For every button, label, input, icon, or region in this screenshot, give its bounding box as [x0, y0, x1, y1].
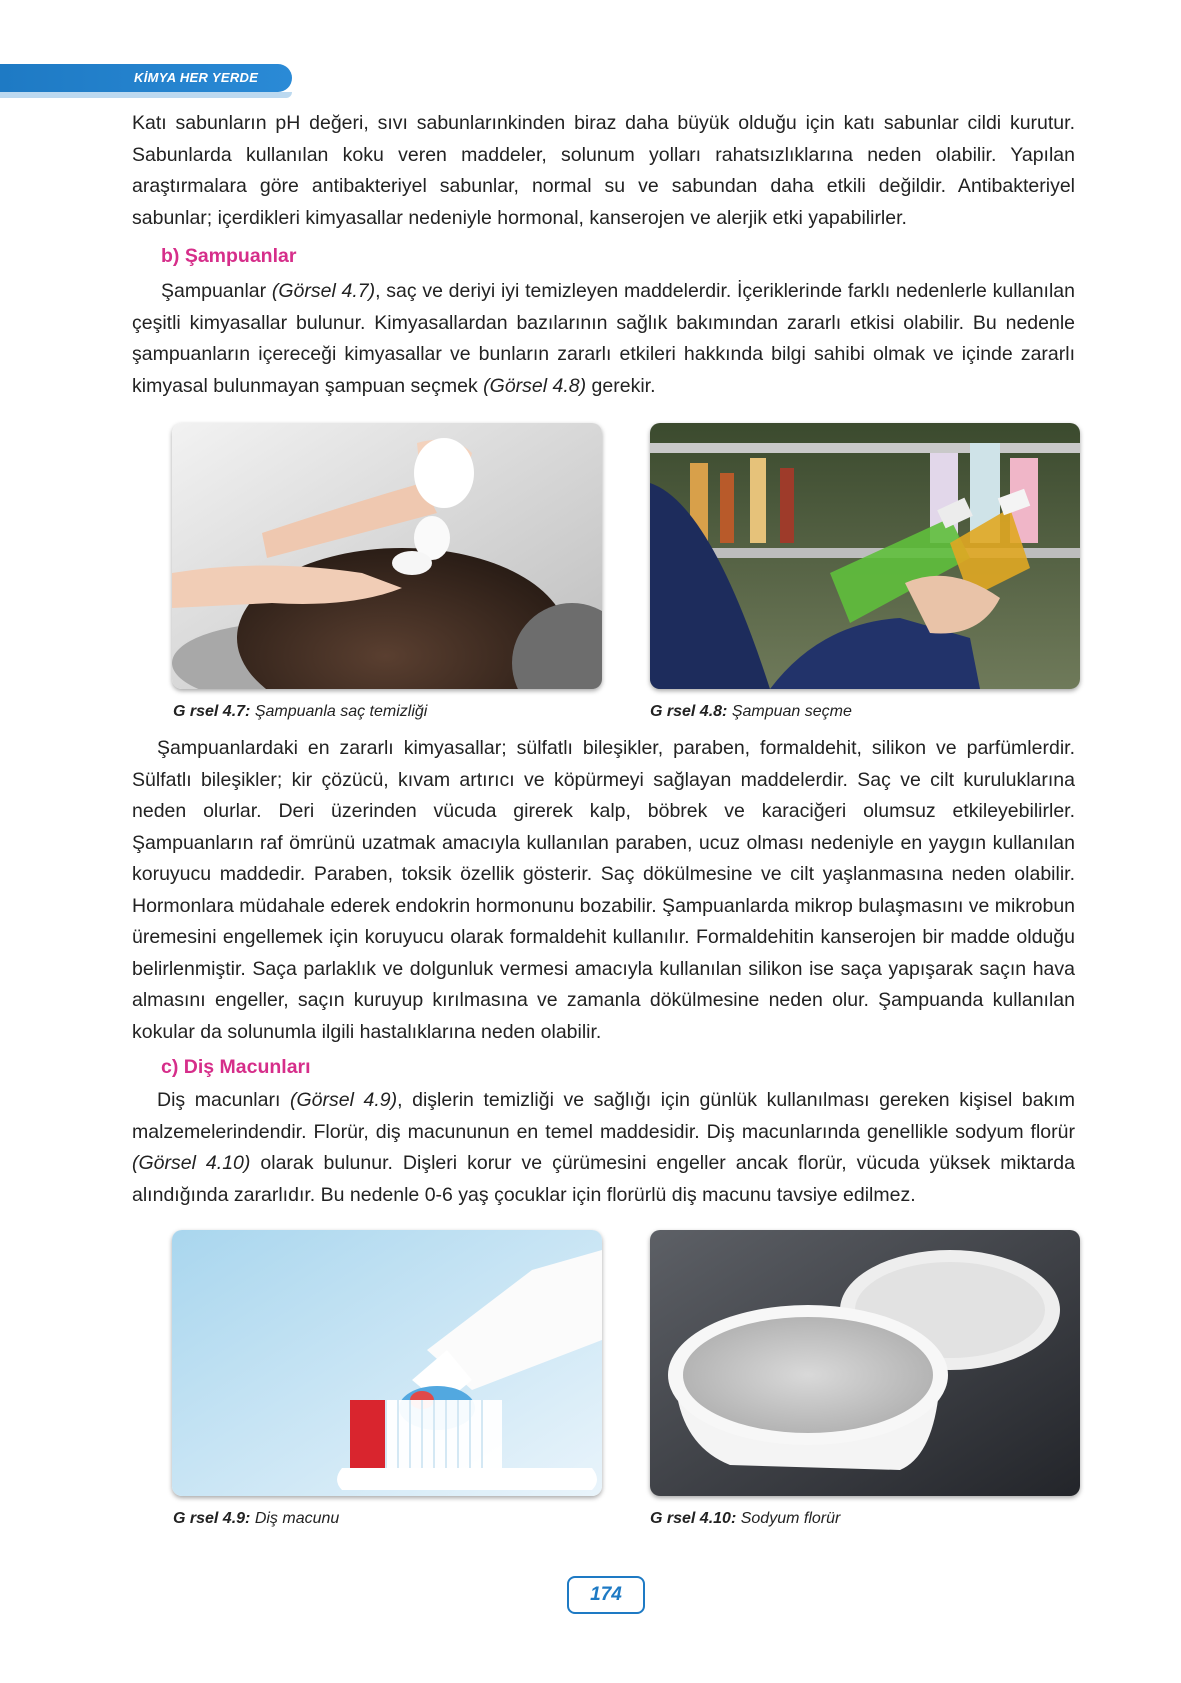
figure-label: G rsel 4.8:: [650, 703, 728, 720]
figure-caption-text: Sodyum florür: [736, 1510, 841, 1527]
photo-sodium-fluoride: [650, 1230, 1080, 1496]
figure-caption-4-9: [173, 1510, 339, 1528]
figure-caption-4-8: [650, 703, 852, 721]
paragraph-shampoo-intro: [132, 276, 1075, 402]
text-run: , saç ve deriyi iyi temizleyen maddelerdir. İçeriklerinde farklı nedenlerle kullanılan çeşitli kimyasallar bulunur. Kimyasallardan bazılarının sağlık bakımından zararlı etkisi olabilir. Bu nedenle şampuanların içereceği kimyasallar ve bunların zararlı etkileri hakkında bilgi sahibi olmak ve içinde zararlı kimyasal bulunmayan şampuan seçmek: [132, 280, 1075, 397]
figure-reference: (Görsel 4.9): [289, 1089, 398, 1111]
figure-caption-text: Diş macunu: [250, 1510, 340, 1527]
figure-caption-text: Şampuan seçme: [727, 703, 852, 720]
photo-toothpaste: [172, 1230, 602, 1496]
page-number: 174: [567, 1576, 645, 1614]
paragraph-toothpaste: [132, 1085, 1075, 1211]
figure-caption-4-10: [650, 1510, 840, 1528]
photo-shampoo-hair-washing: [172, 423, 602, 689]
section-header-tab: [0, 64, 292, 92]
figure-label: G rsel 4.9:: [173, 1510, 251, 1527]
text-run: Diş macunları: [157, 1089, 290, 1111]
photo-shampoo-selection: [650, 423, 1080, 689]
text-run: , dişlerin temizliği ve sağlığı için günlük kullanılması gereken kişisel bakım malzemelerindendir. Florür, diş macununun en temel maddesidir. Diş macunlarında genellikle sodyum florür: [132, 1089, 1075, 1143]
paragraph-harmful-chemicals: Şampuanlardaki en zararlı kimyasallar; sülfatlı bileşikler, paraben, formaldehit, silikon ve parfümlerdir. Sülfatlı bileşikler; kir çözücü, kıvam artırıcı ve köpürmeyi sağlayan maddelerdir. Saç ve cilt kuruluklarına neden olurlar. Deri üzerinden vücuda girerek kalp, böbrek ve karaciğeri olumsuz etkileyebilirler. Şampuanların raf ömrünü uzatmak amacıyla kullanılan paraben, ucuz olması nedeniyle en yaygın kullanılan koruyucu maddedir. Paraben, toksik özellik gösterir. Saç dökülmesine ve cilt yaşlanmasına neden olabilir. Hormonlara müdahale ederek endokrin hormonunu bozabilir. Şampuanlarda mikrop bulaşmasını ve mikrobun üremesini engellemek için koruyucu olarak formaldehit kullanılır. Formaldehitin kanserojen bir madde olduğu belirlenmiştir. Saça parlaklık ve dolgunluk vermesi amacıyla kullanılan silikon ise saça yapışarak saçın hava almasını engeller, saçın kuruyup kırılmasına ve zamanla dökülmesine neden olur. Şampuanda kullanılan kokular da solunumla ilgili hastalıklarına neden olabilir.: [132, 737, 1076, 1043]
figure-reference: (Görsel 4.8): [483, 374, 587, 397]
figure-reference: (Görsel 4.7): [271, 280, 376, 302]
figure-caption-4-7: [173, 703, 427, 721]
text-run: olarak bulunur. Dişleri korur ve çürümesini engeller ancak florür, vücuda yüksek miktarda alındığında zararlıdır. Bu nedenle 0-6 yaş çocuklar için florürlü diş macunu tavsiye edilmez.: [132, 1152, 1075, 1206]
section-header-label: KİMYA HER YERDE: [134, 70, 259, 85]
paragraph-soap: Katı sabunların pH değeri, sıvı sabunlarınkinden biraz daha büyük olduğu için katı sabunlar cildi kurutur. Sabunlarda kullanılan koku veren maddeler, solunum yolları rahatsızlıklarına neden olabilir. Yapılan araştırmalara göre antibakteriyel sabunlar, normal su ve sabundan daha etkili değildir. Antibakteriyel sabunlar; içerdikleri kimyasallar nedeniyle hormonal, kanserojen ve alerjik etki yapabilirler.: [132, 112, 1075, 229]
text-run: Şampuanlar: [161, 280, 272, 302]
text-run: gerekir.: [586, 374, 656, 397]
figure-caption-text: Şampuanla saç temizliği: [250, 703, 428, 720]
figure-label: G rsel 4.7:: [173, 703, 251, 720]
figure-label: G rsel 4.10:: [650, 1510, 737, 1527]
heading-toothpaste: c) Diş Macunları: [161, 1056, 311, 1078]
figure-reference: (Görsel 4.10): [132, 1152, 251, 1174]
heading-shampoo: b) Şampuanlar: [161, 245, 297, 267]
